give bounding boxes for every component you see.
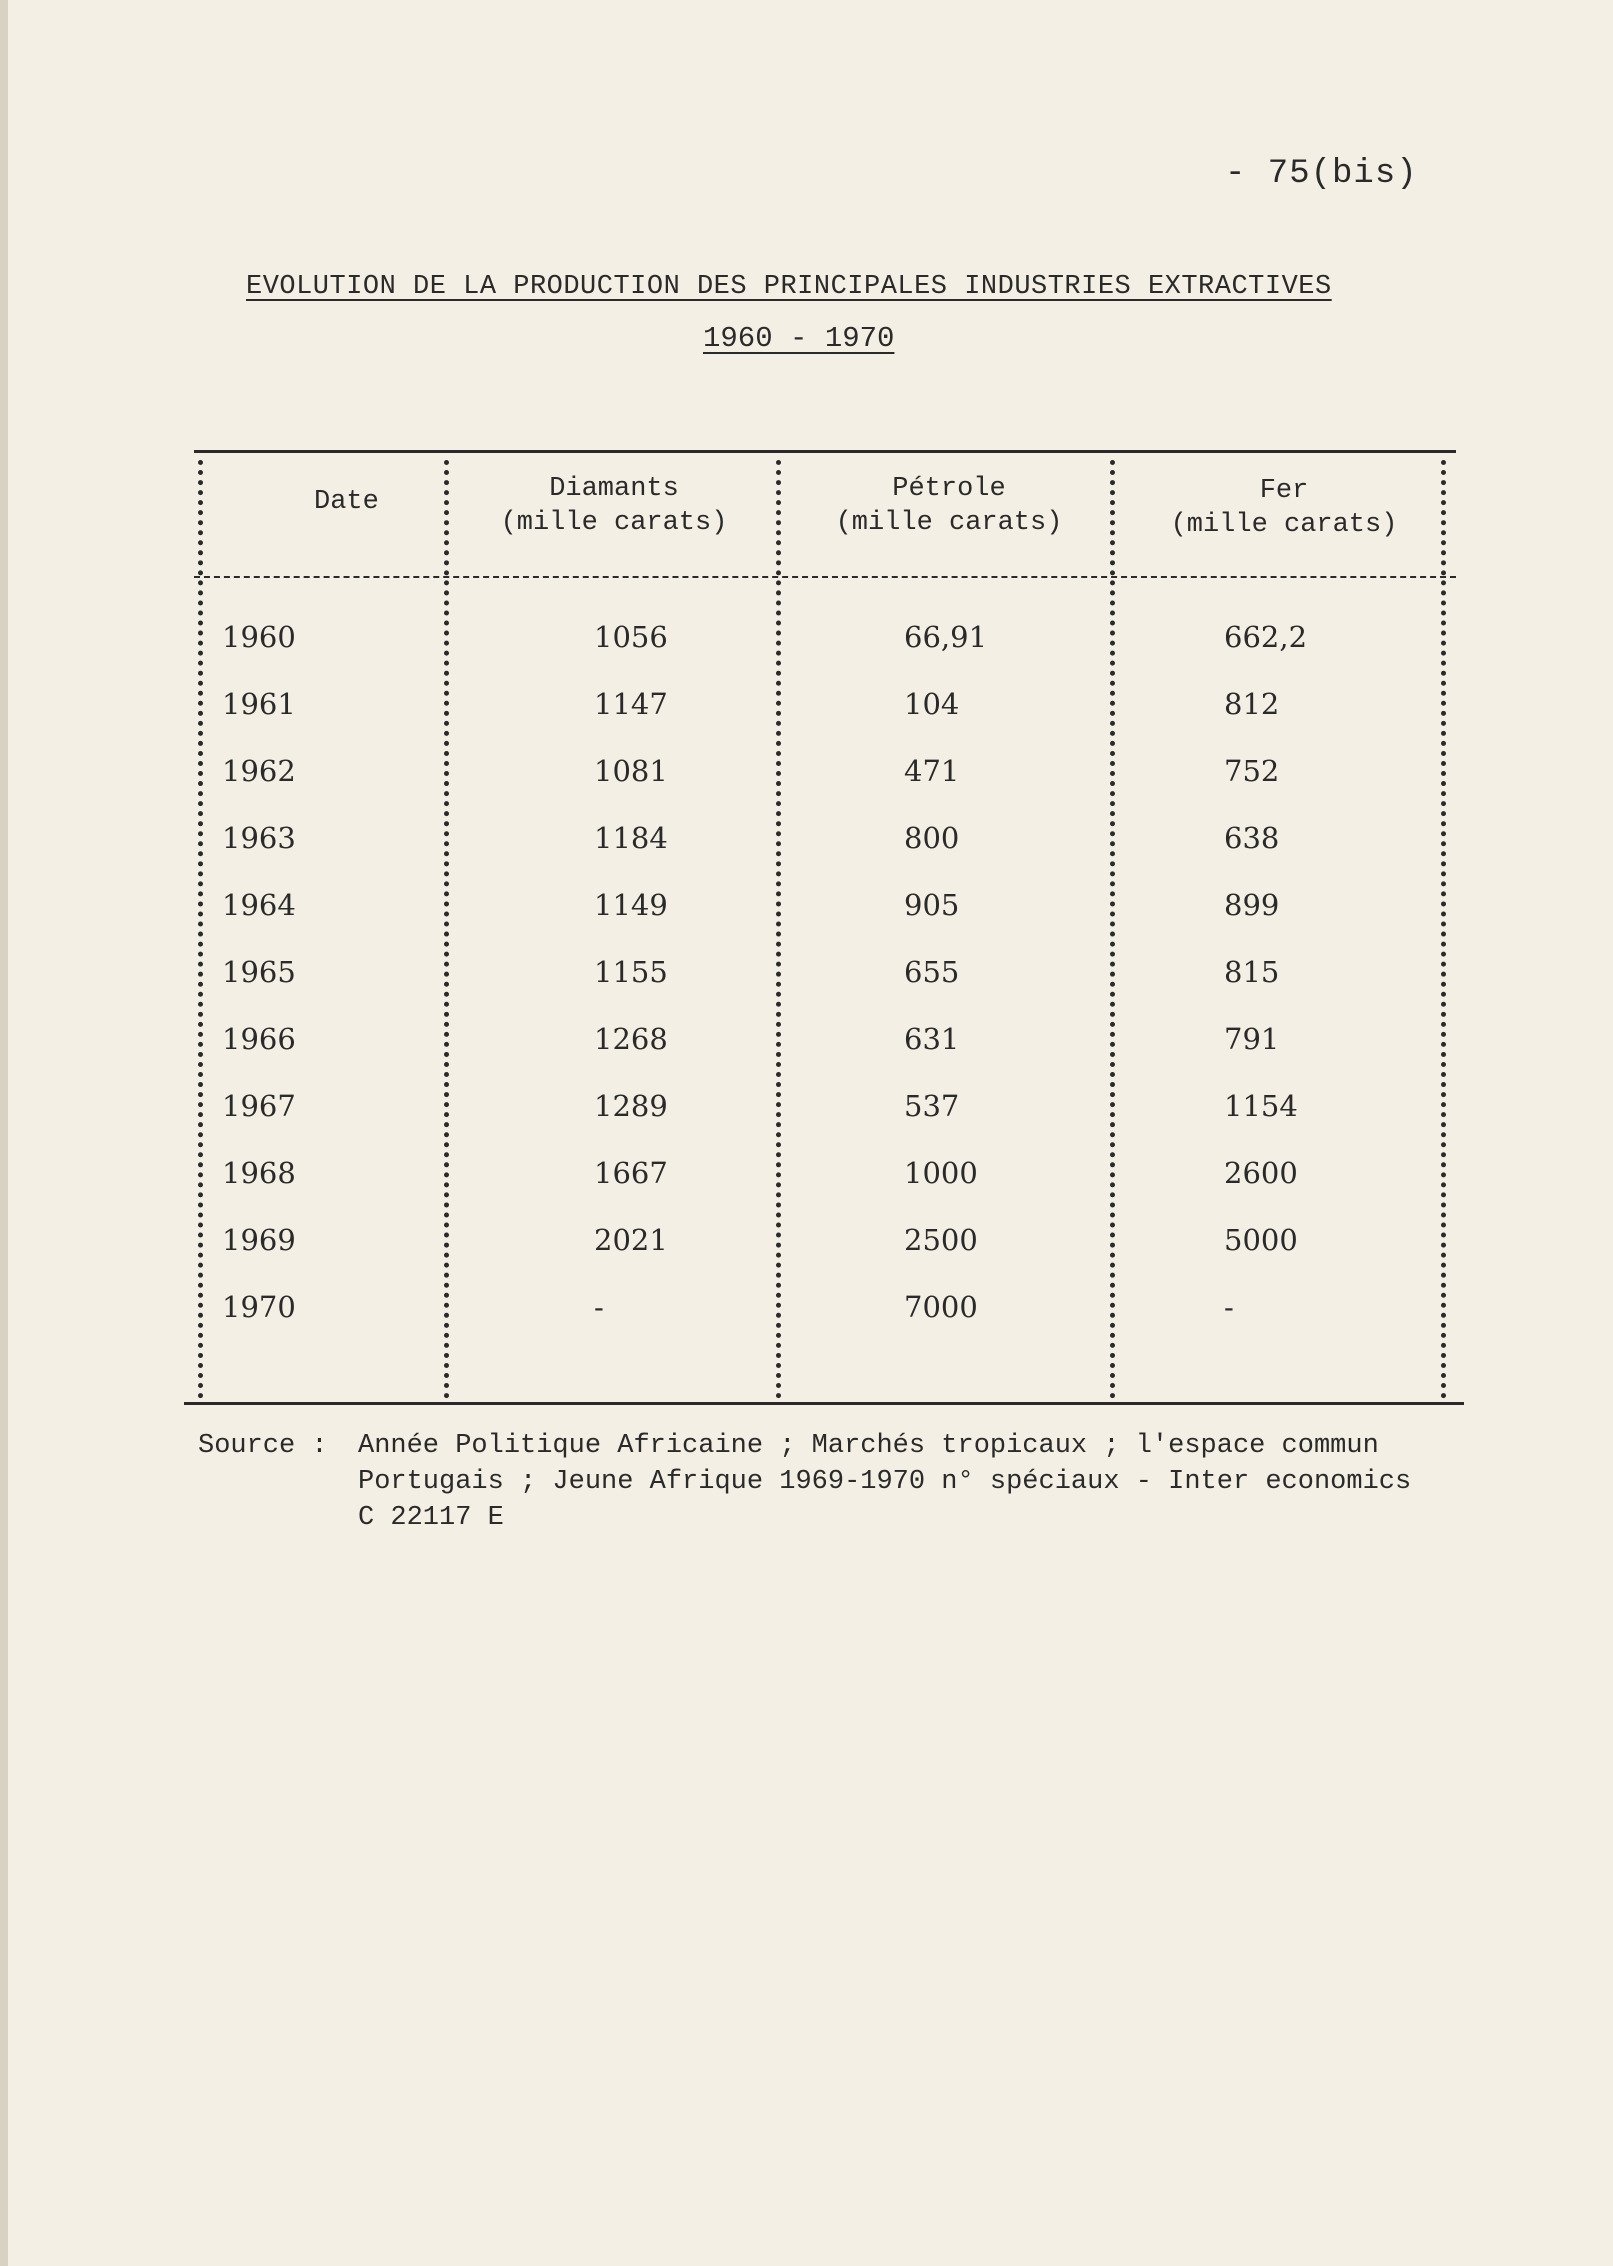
row-diamants: 1149 bbox=[594, 888, 668, 922]
row-fer: 899 bbox=[1224, 888, 1280, 922]
header-fer-unit: (mille carats) bbox=[1170, 510, 1398, 540]
row-fer: 1154 bbox=[1224, 1089, 1298, 1123]
row-diamants: 1056 bbox=[594, 620, 668, 654]
header-fer-label: Fer bbox=[1259, 476, 1309, 506]
row-diamants: 1289 bbox=[594, 1089, 668, 1123]
row-fer: - bbox=[1224, 1290, 1234, 1324]
row-petrole: 655 bbox=[904, 955, 960, 989]
row-fer: 5000 bbox=[1224, 1223, 1298, 1257]
row-fer: 812 bbox=[1224, 687, 1280, 721]
table-bottom-rule bbox=[184, 1402, 1464, 1405]
page-title: EVOLUTION DE LA PRODUCTION DES PRINCIPALES INDUSTRIES EXTRACTIVES bbox=[246, 272, 1332, 302]
column-separator bbox=[198, 460, 203, 1399]
table-header-rule bbox=[194, 576, 1456, 578]
row-year: 1964 bbox=[222, 888, 296, 922]
row-year: 1965 bbox=[222, 955, 296, 989]
header-diamants-label: Diamants bbox=[549, 474, 679, 504]
row-fer: 791 bbox=[1224, 1022, 1280, 1056]
row-fer: 2600 bbox=[1224, 1156, 1298, 1190]
row-year: 1961 bbox=[222, 687, 296, 721]
row-fer: 638 bbox=[1224, 821, 1280, 855]
header-diamants bbox=[489, 472, 739, 540]
row-petrole: 7000 bbox=[904, 1290, 978, 1324]
row-diamants: 1147 bbox=[594, 687, 668, 721]
row-petrole: 1000 bbox=[904, 1156, 978, 1190]
row-fer: 662,2 bbox=[1224, 620, 1308, 654]
source-line: C 22117 E bbox=[358, 1503, 504, 1533]
page-edge bbox=[0, 0, 8, 2266]
row-year: 1968 bbox=[222, 1156, 296, 1190]
row-diamants: 1155 bbox=[594, 955, 668, 989]
source-text bbox=[358, 1428, 1613, 1536]
column-separator bbox=[1110, 460, 1115, 1399]
row-petrole: 631 bbox=[904, 1022, 960, 1056]
row-year: 1967 bbox=[222, 1089, 296, 1123]
row-year: 1970 bbox=[222, 1290, 296, 1324]
row-fer: 815 bbox=[1224, 955, 1280, 989]
row-year: 1962 bbox=[222, 754, 296, 788]
row-year: 1963 bbox=[222, 821, 296, 855]
production-table bbox=[184, 450, 1464, 1405]
table-top-rule bbox=[194, 450, 1456, 453]
row-diamants: - bbox=[594, 1290, 604, 1324]
row-petrole: 104 bbox=[904, 687, 960, 721]
source-label: Source : bbox=[198, 1431, 328, 1461]
source-line: Portugais ; Jeune Afrique 1969-1970 n° spéciaux - Inter economics bbox=[358, 1467, 1412, 1497]
column-separator bbox=[776, 460, 781, 1399]
column-separator bbox=[1441, 460, 1446, 1399]
source-line: Année Politique Africaine ; Marchés tropicaux ; l'espace commun bbox=[358, 1431, 1379, 1461]
row-year: 1960 bbox=[222, 620, 296, 654]
page-subtitle: 1960 - 1970 bbox=[703, 322, 895, 355]
row-diamants: 1667 bbox=[594, 1156, 668, 1190]
row-petrole: 537 bbox=[904, 1089, 960, 1123]
row-diamants: 2021 bbox=[594, 1223, 668, 1257]
row-year: 1966 bbox=[222, 1022, 296, 1056]
row-year: 1969 bbox=[222, 1223, 296, 1257]
column-separator bbox=[444, 460, 449, 1399]
page-number: - 75(bis) bbox=[1225, 155, 1418, 193]
row-petrole: 2500 bbox=[904, 1223, 978, 1257]
header-diamants-unit: (mille carats) bbox=[500, 508, 728, 538]
row-petrole: 905 bbox=[904, 888, 960, 922]
header-petrole-label: Pétrole bbox=[892, 474, 1006, 504]
header-date: Date bbox=[314, 487, 379, 517]
row-diamants: 1081 bbox=[594, 754, 668, 788]
row-petrole: 471 bbox=[904, 754, 960, 788]
header-petrole-unit: (mille carats) bbox=[835, 508, 1063, 538]
header-petrole bbox=[824, 472, 1074, 540]
row-fer: 752 bbox=[1224, 754, 1280, 788]
header-fer bbox=[1159, 474, 1409, 542]
row-diamants: 1268 bbox=[594, 1022, 668, 1056]
row-diamants: 1184 bbox=[594, 821, 668, 855]
row-petrole: 66,91 bbox=[904, 620, 988, 654]
row-petrole: 800 bbox=[904, 821, 960, 855]
